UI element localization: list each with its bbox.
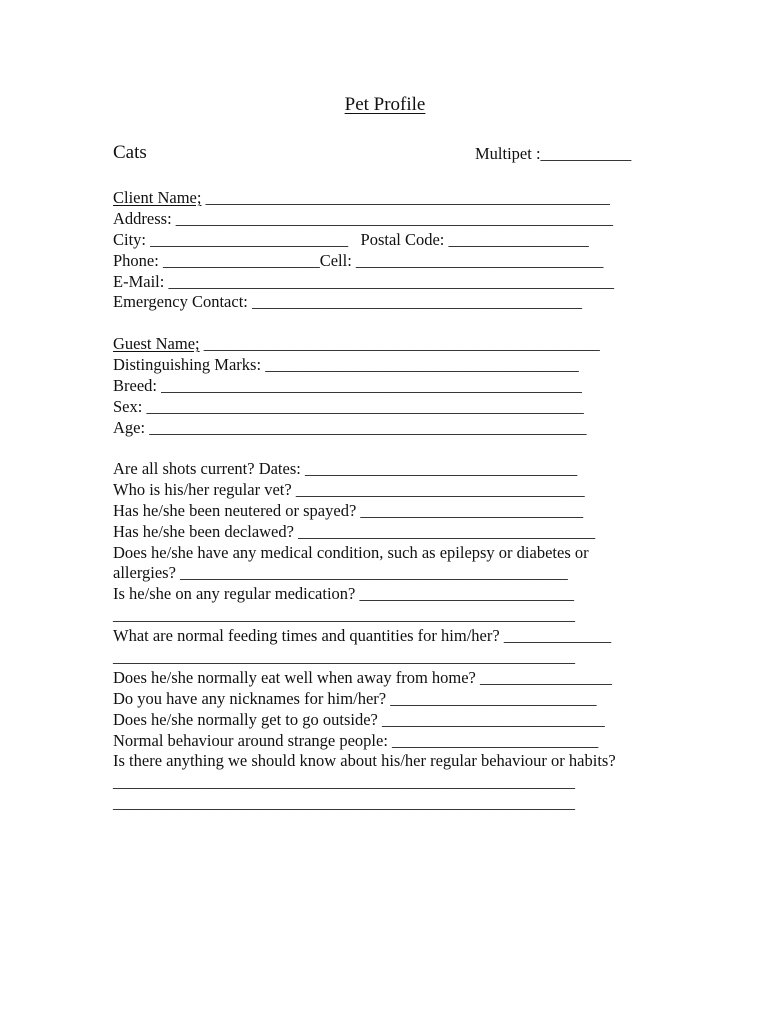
field-blank[interactable]: ___________________Cell: ______________________________	[158, 250, 604, 270]
field-label: Are all shots current? Dates:	[113, 459, 301, 478]
form-field-row[interactable]	[113, 626, 663, 647]
field-blank[interactable]: ________________________________________________________	[113, 647, 575, 667]
field-blank[interactable]: _____________________________________________________	[171, 208, 614, 228]
form-field-row[interactable]	[113, 647, 663, 668]
form-field-row[interactable]	[113, 710, 663, 731]
field-label: E-Mail:	[113, 271, 165, 291]
field-blank[interactable]: ________________________ Postal Code: _________________	[146, 229, 589, 249]
field-label: Sex:	[113, 396, 143, 416]
field-blank[interactable]: ________________________________________________	[199, 334, 600, 353]
form-field-row[interactable]	[113, 292, 663, 313]
field-label: What are normal feeding times and quantities for him/her?	[113, 626, 500, 646]
field-label: Phone:	[113, 250, 159, 270]
form-field-row[interactable]	[113, 334, 663, 355]
multipet-label: Multipet :	[475, 144, 541, 163]
field-blank[interactable]: ________________________________________________________	[113, 793, 575, 813]
form-field-row[interactable]	[113, 751, 663, 772]
field-blank[interactable]: _________________________________	[300, 459, 578, 478]
field-blank[interactable]: ______________________________________	[261, 354, 579, 374]
field-blank[interactable]: ___________________________	[356, 500, 584, 520]
field-blank[interactable]: ________________________________________	[247, 292, 582, 312]
field-label: Has he/she been neutered or spayed?	[113, 500, 357, 520]
form-field-row[interactable]	[113, 230, 663, 251]
guest-section	[113, 334, 663, 438]
form-field-row[interactable]	[113, 689, 663, 710]
field-label: Does he/she have any medical condition, such as epilepsy or diabetes or	[113, 542, 589, 562]
form-field-row[interactable]	[113, 668, 663, 689]
field-blank[interactable]: ___________________________________________________	[156, 375, 582, 395]
form-field-row[interactable]	[113, 772, 663, 793]
field-label: Is he/she on any regular medication?	[113, 584, 356, 604]
field-label: Is there anything we should know about his/her regular behaviour or habits?	[113, 751, 616, 771]
field-label: Age:	[113, 417, 146, 437]
field-label: Emergency Contact:	[113, 292, 248, 312]
form-field-row[interactable]	[113, 793, 663, 814]
field-label: Do you have any nicknames for him/her?	[113, 688, 387, 708]
form-field-row[interactable]	[113, 563, 663, 584]
field-blank[interactable]: ___________________________	[377, 709, 605, 729]
form-field-row[interactable]	[113, 480, 663, 501]
form-field-row[interactable]	[113, 584, 663, 605]
field-label: Address:	[113, 208, 172, 228]
field-blank[interactable]: ___________________________________	[291, 479, 585, 499]
form-field-row[interactable]	[113, 731, 663, 752]
form-field-row[interactable]	[113, 272, 663, 293]
form-field-row[interactable]	[113, 543, 663, 564]
client-section	[113, 188, 663, 313]
field-label: Guest Name;	[113, 334, 200, 353]
form-field-row[interactable]	[113, 376, 663, 397]
form-field-row[interactable]	[113, 459, 663, 480]
field-label: Who is his/her regular vet?	[113, 479, 292, 499]
field-label: Does he/she normally get to go outside?	[113, 709, 378, 729]
form-field-row[interactable]	[113, 522, 663, 543]
field-blank[interactable]: _____________________________________________________	[145, 417, 587, 437]
field-blank[interactable]: ________________________________________________________	[113, 605, 575, 625]
field-label: Breed:	[113, 375, 157, 395]
field-label: Client Name;	[113, 188, 202, 207]
form-heading: Cats	[113, 142, 147, 163]
field-label: Does he/she normally eat well when away from home?	[113, 667, 476, 687]
field-label: Has he/she been declawed?	[113, 521, 294, 541]
field-blank[interactable]: _____________	[499, 626, 612, 646]
form-field-row[interactable]	[113, 397, 663, 418]
field-blank[interactable]: ________________	[475, 667, 613, 687]
multipet-blank[interactable]: ___________	[540, 144, 632, 163]
field-blank[interactable]: _____________________________________________________	[142, 396, 584, 416]
field-blank[interactable]: _________________________________________________	[201, 188, 610, 207]
form-field-row[interactable]	[113, 209, 663, 230]
field-blank[interactable]: _________________________	[386, 688, 597, 708]
page-title: Pet Profile	[344, 94, 426, 115]
field-blank[interactable]: _______________________________________________	[175, 563, 568, 583]
questions-section	[113, 459, 663, 814]
multipet-field[interactable]	[475, 143, 631, 165]
form-field-row[interactable]	[113, 188, 663, 209]
field-blank[interactable]: _________________________	[387, 730, 599, 750]
field-blank[interactable]: ____________________________________	[293, 521, 596, 541]
field-blank[interactable]: __________________________	[355, 584, 574, 604]
field-label: allergies?	[113, 563, 176, 583]
field-label: City:	[113, 229, 147, 249]
field-label: Distinguishing Marks:	[113, 354, 262, 374]
form-field-row[interactable]	[113, 605, 663, 626]
form-field-row[interactable]	[113, 251, 663, 272]
form-field-row[interactable]	[113, 355, 663, 376]
form-field-row[interactable]	[113, 418, 663, 439]
form-field-row[interactable]	[113, 501, 663, 522]
field-label: Normal behaviour around strange people:	[113, 730, 388, 750]
field-blank[interactable]: ________________________________________________________	[113, 772, 575, 792]
field-blank[interactable]: ______________________________________________________	[164, 271, 614, 291]
